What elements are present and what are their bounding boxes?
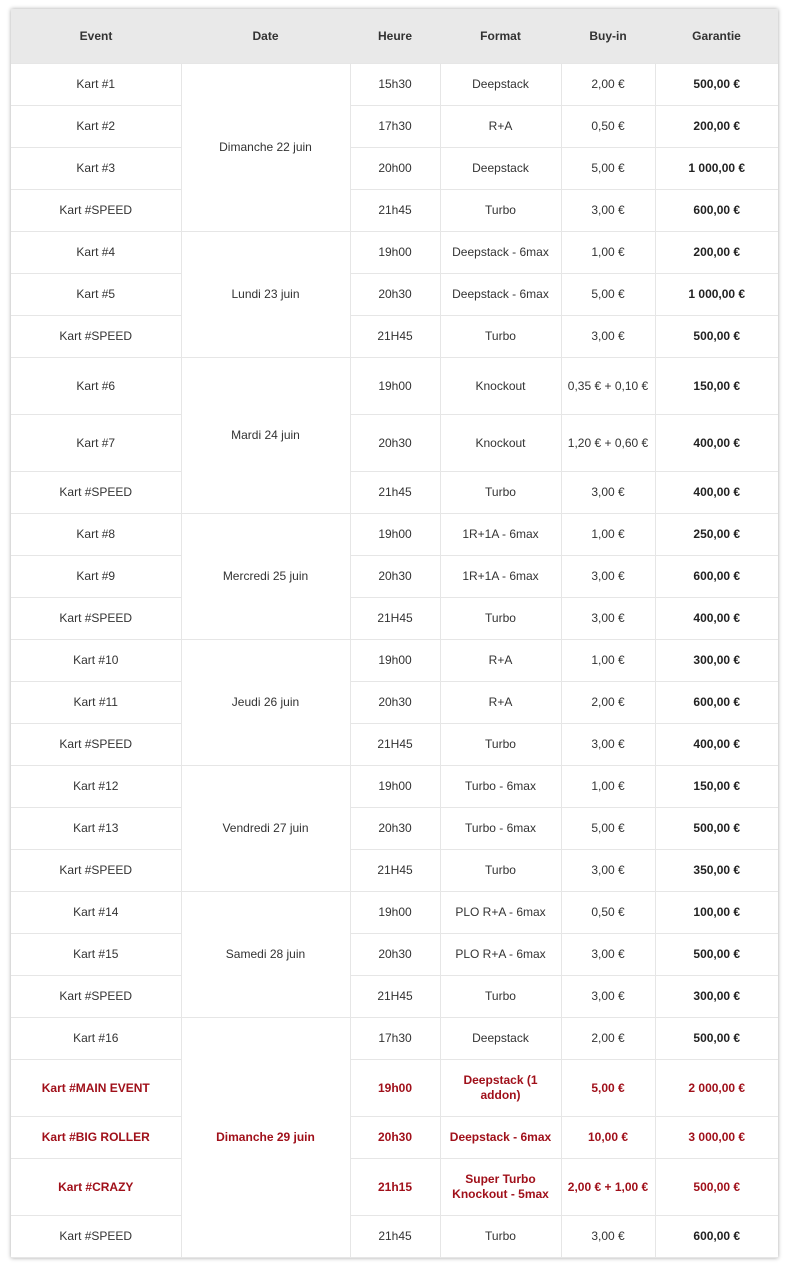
cell-format: 1R+1A - 6max [440,556,561,598]
cell-date: Lundi 23 juin [181,232,350,358]
cell-buyin: 2,00 € [561,682,655,724]
cell-buyin: 0,35 € + 0,10 € [561,358,655,415]
cell-garantie: 100,00 € [655,892,778,934]
cell-event: Kart #9 [11,556,181,598]
cell-buyin: 1,00 € [561,640,655,682]
cell-garantie: 500,00 € [655,934,778,976]
cell-format: PLO R+A - 6max [440,934,561,976]
table-row [11,274,778,316]
cell-event: Kart #SPEED [11,724,181,766]
cell-buyin: 1,00 € [561,232,655,274]
cell-buyin: 5,00 € [561,274,655,316]
table-row [11,808,778,850]
cell-garantie: 150,00 € [655,358,778,415]
cell-event: Kart #SPEED [11,1216,181,1258]
cell-heure: 20h30 [350,556,440,598]
cell-heure: 19h00 [350,1060,440,1117]
cell-format: Deepstack (1 addon) [440,1060,561,1117]
cell-heure: 15h30 [350,64,440,106]
cell-event: Kart #SPEED [11,598,181,640]
cell-event: Kart #BIG ROLLER [11,1117,181,1159]
cell-format: Turbo - 6max [440,766,561,808]
cell-garantie: 300,00 € [655,976,778,1018]
table-row [11,514,778,556]
cell-heure: 19h00 [350,514,440,556]
cell-heure: 20h00 [350,148,440,190]
cell-event: Kart #6 [11,358,181,415]
cell-format: Turbo [440,190,561,232]
cell-event: Kart #13 [11,808,181,850]
cell-heure: 19h00 [350,358,440,415]
cell-garantie: 500,00 € [655,316,778,358]
cell-heure: 21H45 [350,316,440,358]
cell-buyin: 3,00 € [561,724,655,766]
cell-event: Kart #CRAZY [11,1159,181,1216]
cell-buyin: 3,00 € [561,1216,655,1258]
cell-heure: 20h30 [350,415,440,472]
cell-heure: 20h30 [350,682,440,724]
cell-heure: 19h00 [350,232,440,274]
cell-event: Kart #5 [11,274,181,316]
cell-heure: 20h30 [350,808,440,850]
header-garantie: Garantie [655,9,778,64]
cell-buyin: 1,00 € [561,766,655,808]
cell-event: Kart #1 [11,64,181,106]
table-row [11,148,778,190]
header-heure: Heure [350,9,440,64]
cell-heure: 19h00 [350,766,440,808]
table-row [11,850,778,892]
cell-buyin: 3,00 € [561,850,655,892]
cell-event: Kart #SPEED [11,850,181,892]
cell-format: PLO R+A - 6max [440,892,561,934]
cell-garantie: 600,00 € [655,682,778,724]
cell-event: Kart #MAIN EVENT [11,1060,181,1117]
cell-garantie: 600,00 € [655,190,778,232]
cell-buyin: 3,00 € [561,316,655,358]
cell-garantie: 250,00 € [655,514,778,556]
table-row [11,415,778,472]
table-row [11,766,778,808]
cell-event: Kart #4 [11,232,181,274]
table-header-row [11,9,778,64]
cell-heure: 21H45 [350,598,440,640]
cell-garantie: 2 000,00 € [655,1060,778,1117]
cell-garantie: 3 000,00 € [655,1117,778,1159]
cell-format: Deepstack [440,1018,561,1060]
table-row [11,556,778,598]
cell-event: Kart #7 [11,415,181,472]
table-row [11,64,778,106]
cell-event: Kart #11 [11,682,181,724]
cell-date: Jeudi 26 juin [181,640,350,766]
cell-garantie: 500,00 € [655,1159,778,1216]
cell-garantie: 200,00 € [655,106,778,148]
cell-event: Kart #10 [11,640,181,682]
cell-heure: 19h00 [350,640,440,682]
cell-buyin: 2,00 € [561,1018,655,1060]
cell-format: Deepstack - 6max [440,274,561,316]
cell-format: Turbo [440,598,561,640]
cell-heure: 21h45 [350,190,440,232]
table-row [11,358,778,415]
table-row [11,1216,778,1258]
cell-garantie: 150,00 € [655,766,778,808]
table-row [11,598,778,640]
cell-heure: 17h30 [350,1018,440,1060]
cell-event: Kart #SPEED [11,472,181,514]
cell-date: Vendredi 27 juin [181,766,350,892]
cell-format: Turbo [440,472,561,514]
cell-date: Samedi 28 juin [181,892,350,1018]
cell-buyin: 3,00 € [561,934,655,976]
cell-heure: 20h30 [350,934,440,976]
header-format: Format [440,9,561,64]
cell-garantie: 500,00 € [655,1018,778,1060]
cell-date: Dimanche 29 juin [181,1018,350,1258]
cell-event: Kart #SPEED [11,190,181,232]
header-date: Date [181,9,350,64]
table-row [11,1060,778,1117]
cell-buyin: 1,20 € + 0,60 € [561,415,655,472]
cell-event: Kart #2 [11,106,181,148]
cell-heure: 17h30 [350,106,440,148]
cell-garantie: 1 000,00 € [655,274,778,316]
cell-event: Kart #12 [11,766,181,808]
cell-event: Kart #SPEED [11,976,181,1018]
cell-event: Kart #SPEED [11,316,181,358]
cell-garantie: 400,00 € [655,472,778,514]
header-event: Event [11,9,181,64]
table-row [11,724,778,766]
cell-garantie: 400,00 € [655,598,778,640]
table-row [11,472,778,514]
cell-buyin: 2,00 € + 1,00 € [561,1159,655,1216]
cell-event: Kart #15 [11,934,181,976]
cell-format: Turbo [440,724,561,766]
cell-heure: 20h30 [350,1117,440,1159]
cell-buyin: 2,00 € [561,64,655,106]
cell-garantie: 1 000,00 € [655,148,778,190]
cell-buyin: 3,00 € [561,598,655,640]
cell-garantie: 400,00 € [655,724,778,766]
cell-heure: 21H45 [350,724,440,766]
cell-format: Knockout [440,358,561,415]
table-row [11,976,778,1018]
cell-event: Kart #3 [11,148,181,190]
cell-buyin: 0,50 € [561,106,655,148]
cell-buyin: 10,00 € [561,1117,655,1159]
table-row [11,682,778,724]
table-row [11,1018,778,1060]
cell-format: Turbo [440,1216,561,1258]
cell-format: Turbo [440,316,561,358]
tournament-schedule-table [11,9,778,1258]
cell-date: Mardi 24 juin [181,358,350,514]
table-row [11,190,778,232]
table-row [11,1117,778,1159]
cell-buyin: 0,50 € [561,892,655,934]
cell-format: Turbo [440,850,561,892]
cell-event: Kart #16 [11,1018,181,1060]
cell-garantie: 350,00 € [655,850,778,892]
cell-format: Deepstack - 6max [440,1117,561,1159]
cell-format: R+A [440,106,561,148]
cell-date: Dimanche 22 juin [181,64,350,232]
cell-buyin: 5,00 € [561,1060,655,1117]
cell-format: R+A [440,640,561,682]
cell-buyin: 3,00 € [561,976,655,1018]
cell-event: Kart #8 [11,514,181,556]
cell-format: Knockout [440,415,561,472]
table-row [11,892,778,934]
cell-format: 1R+1A - 6max [440,514,561,556]
cell-garantie: 200,00 € [655,232,778,274]
table-row [11,934,778,976]
table-row [11,316,778,358]
cell-heure: 20h30 [350,274,440,316]
cell-garantie: 600,00 € [655,556,778,598]
cell-buyin: 1,00 € [561,514,655,556]
cell-garantie: 300,00 € [655,640,778,682]
cell-format: Deepstack [440,64,561,106]
cell-event: Kart #14 [11,892,181,934]
cell-format: Turbo - 6max [440,808,561,850]
cell-heure: 21H45 [350,976,440,1018]
table-body [11,64,778,1258]
cell-heure: 19h00 [350,892,440,934]
cell-buyin: 3,00 € [561,190,655,232]
schedule-table-container [11,9,778,1258]
cell-date: Mercredi 25 juin [181,514,350,640]
cell-heure: 21h15 [350,1159,440,1216]
cell-format: Deepstack [440,148,561,190]
cell-garantie: 400,00 € [655,415,778,472]
cell-garantie: 500,00 € [655,64,778,106]
cell-heure: 21H45 [350,850,440,892]
cell-buyin: 3,00 € [561,472,655,514]
cell-heure: 21h45 [350,1216,440,1258]
cell-format: Deepstack - 6max [440,232,561,274]
table-row [11,1159,778,1216]
cell-garantie: 600,00 € [655,1216,778,1258]
table-row [11,640,778,682]
cell-buyin: 5,00 € [561,148,655,190]
table-row [11,232,778,274]
cell-format: R+A [440,682,561,724]
header-buyin: Buy-in [561,9,655,64]
cell-format: Turbo [440,976,561,1018]
cell-buyin: 3,00 € [561,556,655,598]
table-row [11,106,778,148]
cell-garantie: 500,00 € [655,808,778,850]
cell-heure: 21h45 [350,472,440,514]
cell-buyin: 5,00 € [561,808,655,850]
cell-format: Super Turbo Knockout - 5max [440,1159,561,1216]
